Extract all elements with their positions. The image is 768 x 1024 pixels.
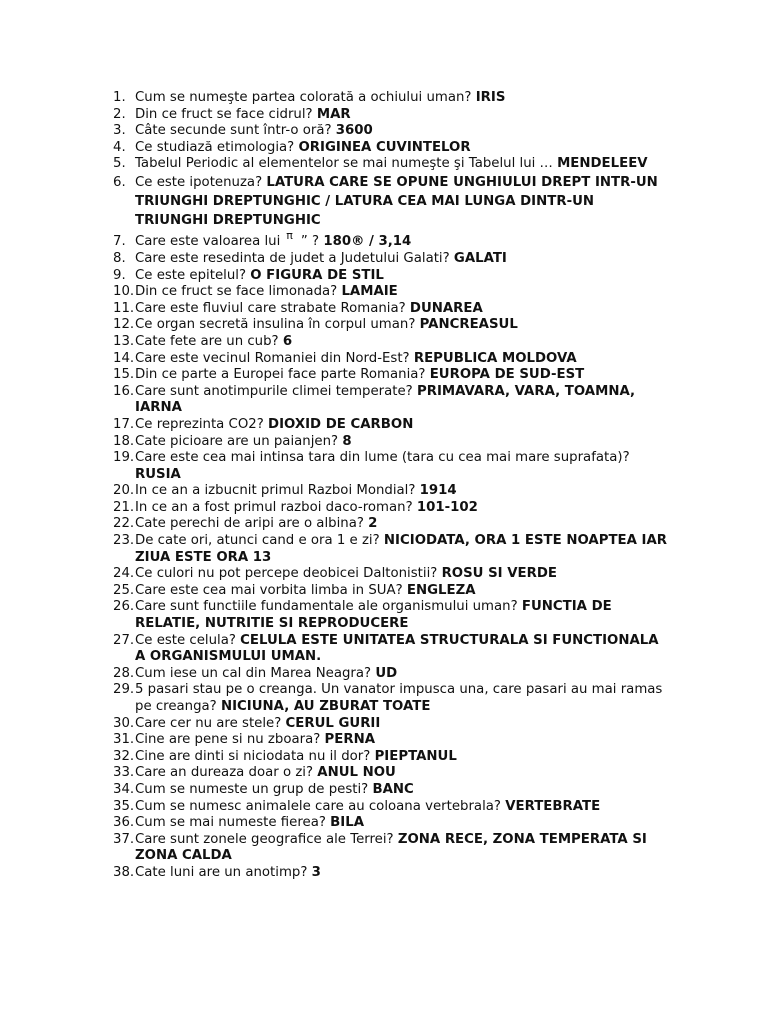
answer-text: ROSU SI VERDE xyxy=(441,566,557,582)
question-item xyxy=(0,284,768,301)
question-number: 33. xyxy=(113,765,135,781)
question-number: 5. xyxy=(113,156,126,172)
answer-text: 1914 xyxy=(419,483,457,499)
question-number: 23. xyxy=(113,533,135,549)
question-item xyxy=(0,123,768,140)
question-number: 24. xyxy=(113,566,135,582)
question-item xyxy=(0,599,768,632)
answer-text: VERTEBRATE xyxy=(505,798,601,814)
question-text: Ce este epitelul? xyxy=(135,267,251,283)
question-number: 31. xyxy=(113,732,135,748)
answer-text: GALATI xyxy=(453,250,507,266)
question-number: 7. xyxy=(113,233,126,249)
question-number: 26. xyxy=(113,599,135,615)
question-number: 1. xyxy=(113,90,126,105)
question-text: Cum iese un cal din Marea Neagra? xyxy=(135,665,376,681)
answer-text: PERNA xyxy=(324,732,376,748)
question-number: 21. xyxy=(113,499,135,515)
question-item xyxy=(0,815,768,832)
question-number: 27. xyxy=(113,632,135,648)
question-item xyxy=(0,334,768,351)
question-text: Care sunt anotimpurile climei temperate? xyxy=(135,383,417,399)
answer-text: CELULA ESTE UNITATEA STRUCTURALA SI FUNCTIONALA A ORGANISMULUI UMAN. xyxy=(135,632,659,665)
question-text: Din ce fruct se face limonada? xyxy=(135,284,342,300)
question-text: De cate ori, atunci cand e ora 1 e zi? xyxy=(135,533,384,549)
question-item xyxy=(0,301,768,318)
answer-text: 101-102 xyxy=(416,499,478,515)
answer-text: DIOXID DE CARBON xyxy=(268,416,414,432)
question-item xyxy=(0,107,768,124)
question-text: Din ce fruct se face cidrul? xyxy=(135,106,317,122)
question-number: 30. xyxy=(113,715,135,731)
question-number: 34. xyxy=(113,781,135,797)
question-item xyxy=(0,533,768,566)
answer-text: 6 xyxy=(282,333,293,349)
quiz-list xyxy=(0,90,768,882)
answer-text: UD xyxy=(375,665,398,681)
question-number: 6. xyxy=(113,174,126,190)
question-text: Care sunt zonele geografice ale Terrei? xyxy=(135,831,398,847)
question-text: Din ce parte a Europei face parte Romania? xyxy=(135,367,430,383)
answer-text: ORIGINEA CUVINTELOR xyxy=(298,139,471,155)
question-number: 16. xyxy=(113,383,135,399)
answer-text: RUSIA xyxy=(135,466,181,482)
answer-text: LAMAIE xyxy=(341,284,398,300)
question-number: 29. xyxy=(113,682,135,698)
question-text: Cum se numesc animalele care au coloana vertebrala? xyxy=(135,798,506,814)
answer-text: NICIUNA, AU ZBURAT TOATE xyxy=(220,699,431,714)
question-item xyxy=(0,516,768,533)
question-item xyxy=(0,666,768,683)
question-text: Cate picioare are un paianjen? xyxy=(135,433,343,449)
answer-text: MAR xyxy=(316,106,351,122)
answer-text: DUNAREA xyxy=(409,300,483,316)
answer-text: CERUL GURII xyxy=(285,715,381,731)
question-number: 3. xyxy=(113,123,126,139)
answer-text: O FIGURA DE STIL xyxy=(250,267,384,283)
question-item xyxy=(0,799,768,816)
question-text: Care an dureaza doar o zi? xyxy=(135,765,318,781)
question-text: Cum se mai numeste fierea? xyxy=(135,815,331,831)
question-text: Cine are pene si nu zboara? xyxy=(135,732,325,748)
question-text: Ce culori nu pot percepe deobicei Daltonistii? xyxy=(135,566,442,582)
question-text: Care cer nu are stele? xyxy=(135,715,286,731)
question-item xyxy=(0,317,768,334)
question-text: In ce an a izbucnit primul Razboi Mondial? xyxy=(135,483,420,499)
answer-text: ANUL NOU xyxy=(317,765,396,781)
question-number: 22. xyxy=(113,516,135,532)
question-item xyxy=(0,865,768,882)
question-item xyxy=(0,140,768,157)
question-text: Care sunt functiile fundamentale ale organismului uman? xyxy=(135,599,522,615)
question-text: Ce este celula? xyxy=(135,632,241,648)
answer-text: BILA xyxy=(330,815,364,831)
question-number: 9. xyxy=(113,267,126,283)
question-number: 10. xyxy=(113,284,135,300)
question-text: Care este resedinta de judet a Judetului Galati? xyxy=(135,250,454,266)
question-item xyxy=(0,732,768,749)
question-number: 15. xyxy=(113,367,135,383)
question-item xyxy=(0,367,768,384)
question-item xyxy=(0,434,768,451)
question-text-suffix: ” ? xyxy=(300,233,324,249)
question-item xyxy=(0,500,768,517)
answer-text: PRIMAVARA, VARA, TOAMNA, IARNA xyxy=(135,383,636,416)
question-text: Cine are dinti si niciodata nu il dor? xyxy=(135,748,375,764)
answer-text: REPUBLICA MOLDOVA xyxy=(413,350,577,366)
question-text: Ce organ secretă insulina în corpul uman? xyxy=(135,317,420,333)
question-text: Ce studiază etimologia? xyxy=(135,139,299,155)
question-number: 36. xyxy=(113,815,135,831)
question-item xyxy=(0,268,768,285)
question-text: Care este fluviul care strabate Romania? xyxy=(135,300,410,316)
question-number: 4. xyxy=(113,139,126,155)
question-number: 28. xyxy=(113,665,135,681)
answer-text: LATURA CARE SE OPUNE UNGHIULUI DREPT INTR-UN TRIUNGHI DREPTUNGHIC / LATURA CEA MAI LUNGA DINTR-UN TRIUNGHI DREPTUNGHIC xyxy=(135,174,658,228)
answer-text: ENGLEZA xyxy=(406,582,476,598)
question-item xyxy=(0,156,768,173)
question-text: Care este cea mai intinsa tara din lume (tara cu cea mai mare suprafata)? xyxy=(135,450,630,466)
pi-symbol: π xyxy=(286,228,293,242)
question-number: 12. xyxy=(113,317,135,333)
answer-text: EUROPA DE SUD-EST xyxy=(429,367,585,383)
question-text: Cate perechi de aripi are o albina? xyxy=(135,516,369,532)
question-text: Cum se numeste un grup de pesti? xyxy=(135,781,373,797)
question-text: In ce an a fost primul razboi daco-roman? xyxy=(135,499,417,515)
question-number: 25. xyxy=(113,582,135,598)
question-number: 14. xyxy=(113,350,135,366)
question-number: 38. xyxy=(113,864,135,880)
question-number: 37. xyxy=(113,831,135,847)
question-number: 11. xyxy=(113,300,135,316)
answer-text: PIEPTANUL xyxy=(374,748,457,764)
answer-text: 8 xyxy=(342,433,352,449)
answer-text: 180® / 3,14 xyxy=(323,233,412,249)
question-item xyxy=(0,765,768,782)
question-item xyxy=(0,782,768,799)
question-text: Care este vecinul Romaniei din Nord-Est? xyxy=(135,350,414,366)
question-number: 20. xyxy=(113,483,135,499)
answer-text: ZONA RECE, ZONA TEMPERATA SI ZONA CALDA xyxy=(135,831,647,864)
question-item xyxy=(0,351,768,368)
answer-text: 2 xyxy=(368,516,378,532)
question-number: 19. xyxy=(113,450,135,466)
question-text: Care este cea mai vorbita limba in SUA? xyxy=(135,582,407,598)
question-number: 8. xyxy=(113,250,126,266)
question-item xyxy=(0,566,768,583)
question-number: 18. xyxy=(113,433,135,449)
question-item xyxy=(0,716,768,733)
question-number: 2. xyxy=(113,106,126,122)
question-text: Ce este ipotenuza? xyxy=(135,174,267,190)
question-item xyxy=(0,583,768,600)
question-item xyxy=(0,483,768,500)
question-item xyxy=(0,251,768,268)
question-item xyxy=(0,749,768,766)
answer-text: BANC xyxy=(372,781,414,797)
question-number: 35. xyxy=(113,798,135,814)
question-text: Câte secunde sunt într-o oră? xyxy=(135,123,336,139)
question-item xyxy=(0,417,768,434)
question-item xyxy=(0,832,768,865)
question-text: Cate fete are un cub? xyxy=(135,333,283,349)
question-item xyxy=(0,682,768,715)
question-number: 13. xyxy=(113,333,135,349)
question-item xyxy=(0,384,768,417)
question-text: Care este valoarea lui xyxy=(135,233,281,249)
question-text: Ce reprezinta CO2? xyxy=(135,416,269,432)
answer-text: NICIODATA, ORA 1 ESTE NOAPTEA IAR ZIUA ESTE ORA 13 xyxy=(135,533,668,565)
question-number: 32. xyxy=(113,748,135,764)
question-item xyxy=(0,450,768,483)
answer-text: MENDELEEV xyxy=(557,156,648,172)
question-item xyxy=(0,633,768,666)
question-text: Tabelul Periodic al elementelor se mai numeşte şi Tabelul lui … xyxy=(135,156,558,172)
question-text: Cum se numeşte partea colorată a ochiului uman? xyxy=(135,90,476,105)
answer-text: 3600 xyxy=(335,123,373,139)
question-item xyxy=(0,228,768,251)
answer-text: FUNCTIA DE RELATIE, NUTRITIE SI REPRODUCERE xyxy=(135,599,612,632)
question-item xyxy=(0,90,768,107)
question-text: 5 pasari stau pe o creanga. Un vanator impusca una, care pasari au mai ramas pe creanga? xyxy=(135,682,663,714)
answer-text: PANCREASUL xyxy=(419,317,518,333)
question-text: Cate luni are un anotimp? xyxy=(135,864,312,880)
question-number: 17. xyxy=(113,416,135,432)
question-item xyxy=(0,173,768,230)
answer-text: IRIS xyxy=(475,90,506,105)
answer-text: 3 xyxy=(311,864,321,880)
